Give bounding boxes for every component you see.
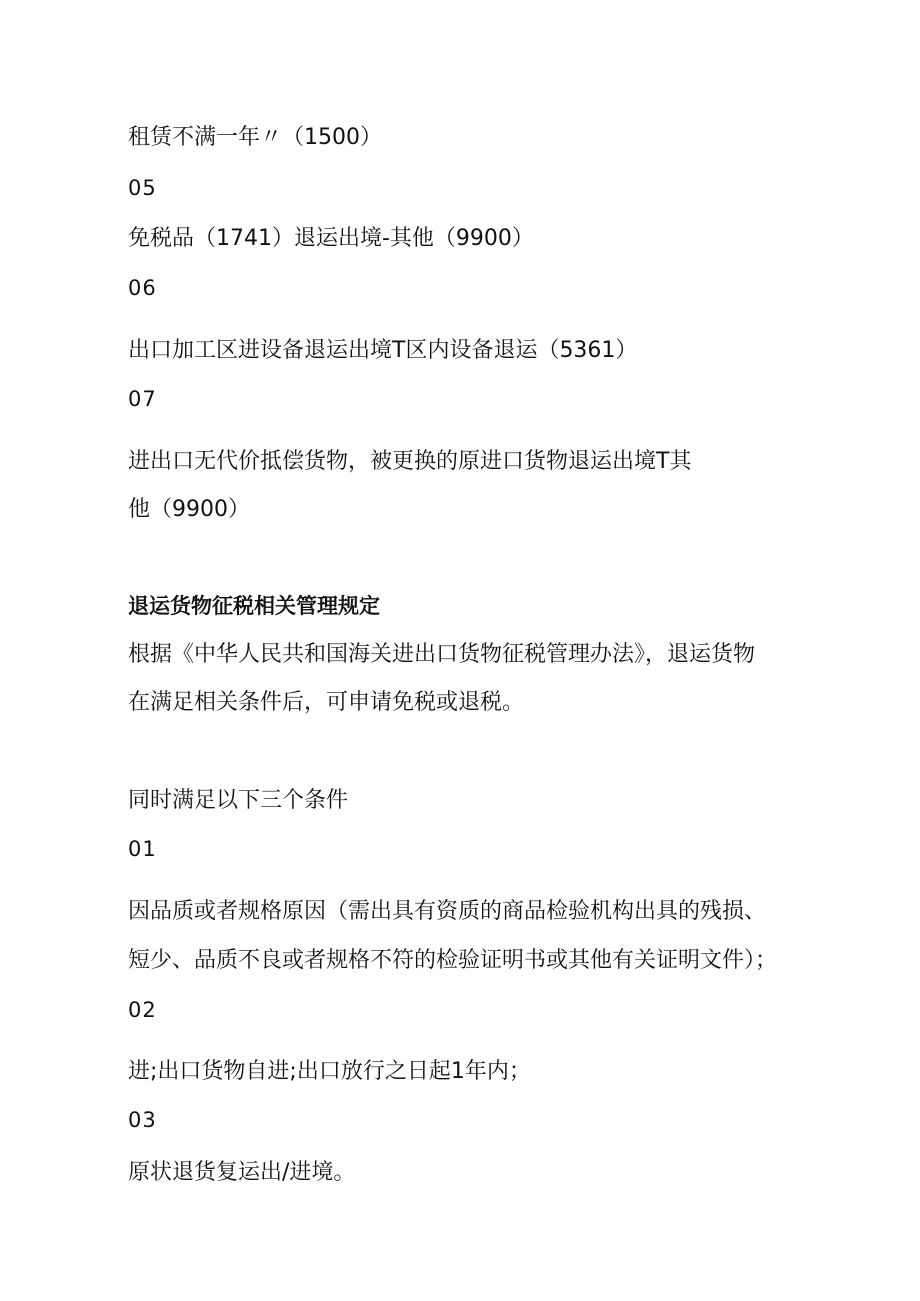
item-number: 07 <box>128 387 157 411</box>
conditions-title: 同时满足以下三个条件 <box>128 788 349 813</box>
text-line: 进出口无代价抵偿货物，被更换的原进口货物退运出境T其 <box>128 449 692 474</box>
condition-number: 03 <box>128 1108 157 1132</box>
paragraph-line: 根据《中华人民共和国海关进出口货物征税管理办法》，退运货物 <box>128 642 756 667</box>
text-line: 租赁不满一年〃（1500） <box>128 125 382 150</box>
condition-text: 因品质或者规格原因（需出具有资质的商品检验机构出具的残损、 <box>128 899 767 924</box>
section-heading: 退运货物征税相关管理规定 <box>128 594 380 618</box>
condition-text: 短少、品质不良或者规格不符的检验证明书或其他有关证明文件）； <box>128 948 778 973</box>
text-line: 他（9900） <box>128 497 250 522</box>
condition-text: 原状退货复运出/进境。 <box>128 1160 356 1185</box>
condition-number: 01 <box>128 837 157 861</box>
text-line: 出口加工区进设备退运出境T区内设备退运（5361） <box>128 338 638 363</box>
condition-text: 进;出口货物自进;出口放行之日起1年内； <box>128 1059 531 1084</box>
condition-number: 02 <box>128 998 157 1022</box>
item-number: 06 <box>128 276 157 300</box>
text-line: 免税品（1741）退运出境-其他（9900） <box>128 226 534 251</box>
paragraph-line: 在满足相关条件后，可申请免税或退税。 <box>128 690 525 715</box>
item-number: 05 <box>128 176 157 200</box>
